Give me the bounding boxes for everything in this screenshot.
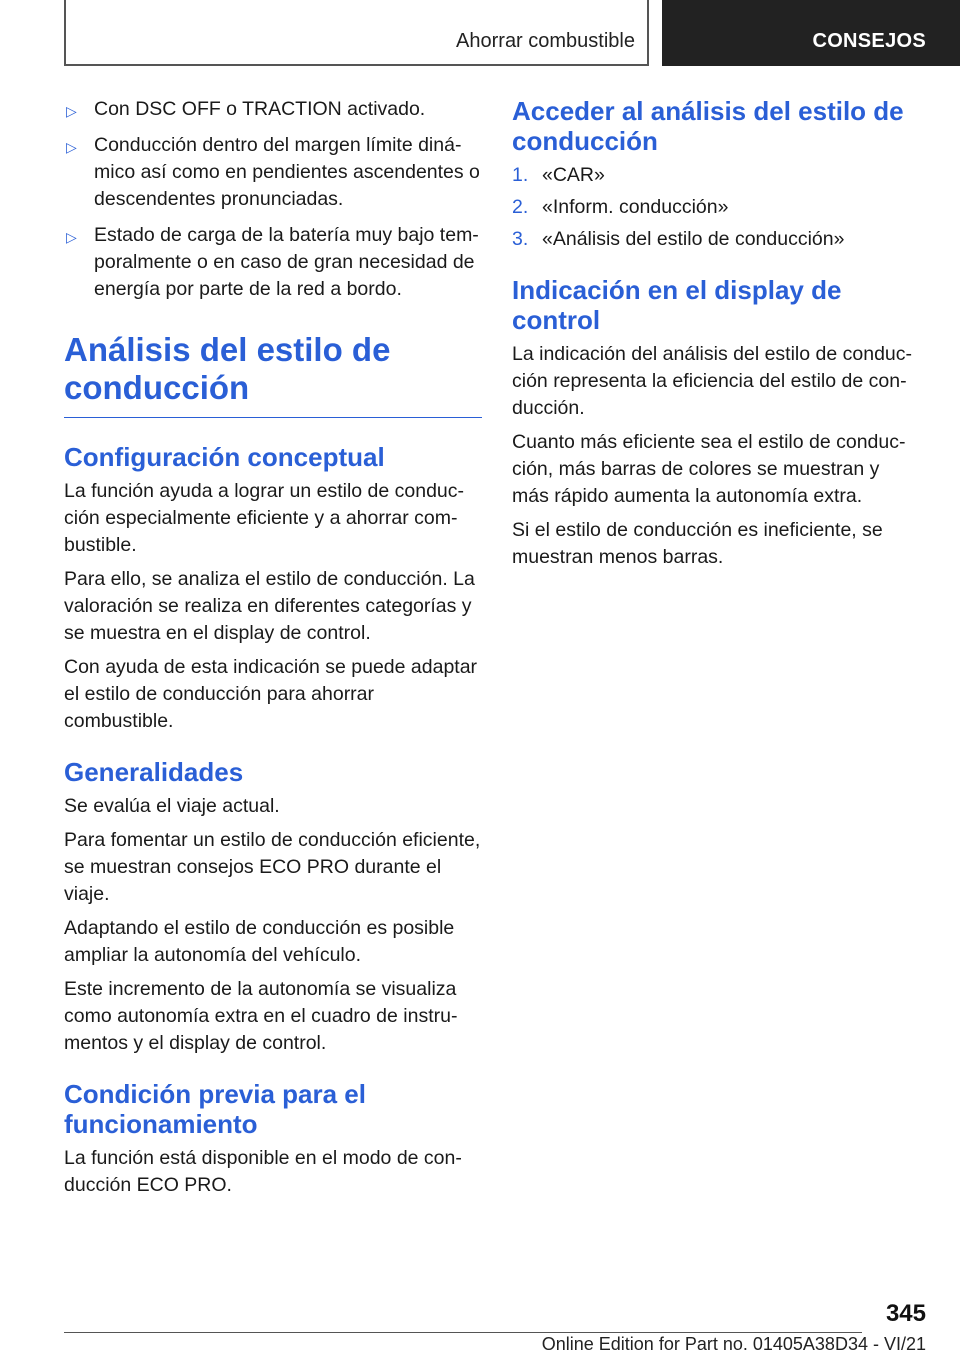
section-heading-precondition: Condición previa para el funcionamiento <box>64 1079 366 1139</box>
section-heading-display: Indicación en el display de control <box>512 275 842 335</box>
footer-edition: Online Edition for Part no. 01405A38D34 - VI/21 <box>541 1334 926 1354</box>
step-number: 3. <box>512 228 529 250</box>
paragraph: Si el estilo de conducción es ineficiente, se muestran menos barras. <box>512 519 883 568</box>
paragraph: Con ayuda de esta indicación se puede adaptar el estilo de conducción para ahorrar combustible. <box>64 656 478 732</box>
paragraph: La indicación del análisis del estilo de conduc-ción representa la eficiencia del estilo de con-ducción. <box>512 343 912 419</box>
header-section-title: Ahorrar combustible <box>456 30 635 52</box>
footer-divider <box>64 1332 862 1333</box>
header-section-tab <box>64 0 649 66</box>
paragraph: La función está disponible en el modo de con-ducción ECO PRO. <box>64 1147 462 1196</box>
step-number: 2. <box>512 196 529 218</box>
paragraph: Se evalúa el viaje actual. <box>64 795 280 817</box>
section-heading-access: Acceder al análisis del estilo de conducción <box>512 96 904 156</box>
paragraph: Cuanto más eficiente sea el estilo de conduc-ción, más barras de colores se muestran y más rápido aumenta la autonomía extra. <box>512 431 906 507</box>
list-item: ▷ Conducción dentro del margen límite diná-mico así como en pendientes ascendentes o descendentes pronunciadas. <box>66 134 480 210</box>
list-item: 3. «Análisis del estilo de conducción» <box>512 226 917 253</box>
left-column <box>64 96 482 1206</box>
header-chapter-tab <box>662 0 960 66</box>
triangle-bullet-icon: ▷ <box>66 103 77 119</box>
main-heading: Análisis del estilo de conducción <box>64 331 391 406</box>
paragraph: La función ayuda a lograr un estilo de conduc-ción especialmente eficiente y a ahorrar com-bustible. <box>64 480 465 556</box>
list-item: 2. «Inform. conducción» <box>512 194 917 221</box>
list-item: ▷ Estado de carga de la batería muy bajo tem-poralmente o en caso de gran necesidad de energía por parte de la red a bordo. <box>66 224 479 300</box>
paragraph: Para fomentar un estilo de conducción eficiente, se muestran consejos ECO PRO durante el viaje. <box>64 829 481 905</box>
page-number: 345 <box>885 1300 926 1327</box>
triangle-bullet-icon: ▷ <box>66 139 77 155</box>
header-chapter-title: CONSEJOS <box>812 30 926 52</box>
step-number: 1. <box>512 164 529 186</box>
access-steps-list <box>512 162 917 253</box>
list-item: 1. «CAR» <box>512 162 917 189</box>
section-heading-concept: Configuración conceptual <box>64 442 385 472</box>
right-column <box>512 96 917 578</box>
list-item: ▷ Con DSC OFF o TRACTION activado. <box>64 96 482 123</box>
section-heading-general: Generalidades <box>64 757 244 787</box>
paragraph: Para ello, se analiza el estilo de conducción. La valoración se realiza en diferentes categorías y se muestra en el display de control. <box>64 568 475 644</box>
paragraph: Este incremento de la autonomía se visualiza como autonomía extra en el cuadro de instru-mentos y el display de control. <box>64 978 458 1054</box>
paragraph: Adaptando el estilo de conducción es posible ampliar la autonomía del vehículo. <box>64 917 455 966</box>
condition-bullet-list <box>64 96 482 303</box>
heading-divider <box>64 417 482 418</box>
triangle-bullet-icon: ▷ <box>66 229 77 245</box>
